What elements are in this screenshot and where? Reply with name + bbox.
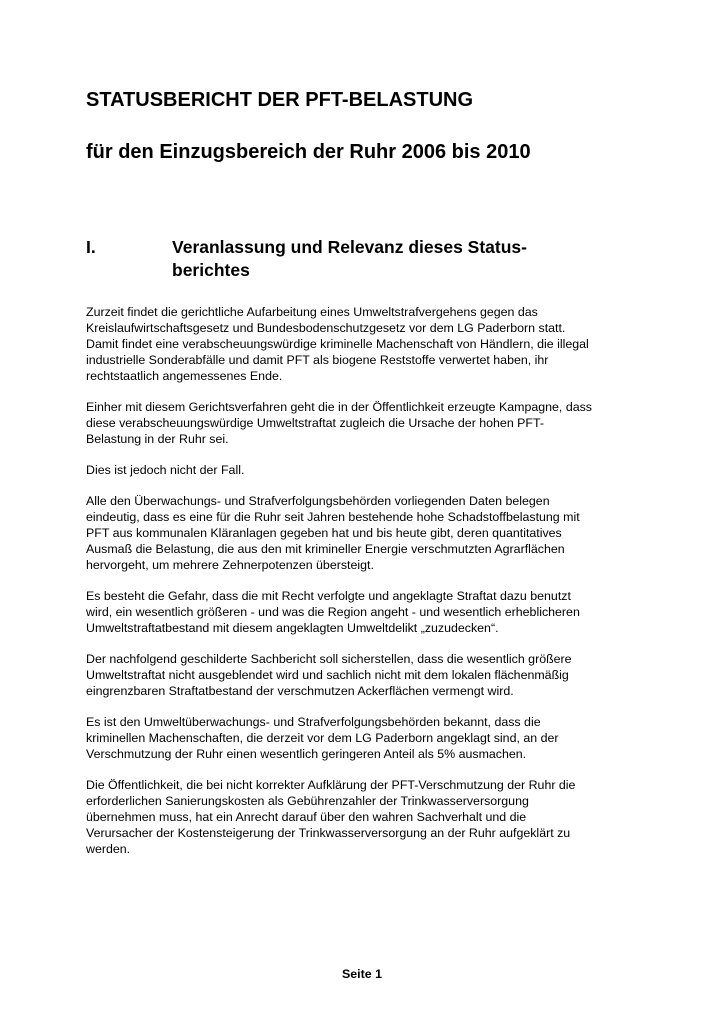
- paragraph-line: Umweltstraftatbestand mit diesem angeklagten Umweltdelikt „zuzudecken“.: [86, 620, 499, 635]
- paragraph: [86, 715, 646, 763]
- paragraph-line: kriminellen Machenschaften, die derzeit vor dem LG Paderborn angeklagt sind, an der: [86, 730, 559, 745]
- paragraph-line: diese verabscheuungswürdige Umweltstraftat zugleich die Ursache der hohen PFT-: [86, 415, 544, 430]
- section-number: I.: [86, 237, 96, 257]
- paragraph-line: Es ist den Umweltüberwachungs- und Strafverfolgungsbehörden bekannt, dass die: [86, 715, 541, 729]
- paragraph-line: Einher mit diesem Gerichtsverfahren geht die in der Öffentlichkeit erzeugte Kampagne, dass: [86, 400, 592, 414]
- paragraph-line: Zurzeit findet die gerichtliche Aufarbeitung eines Umweltstrafvergehens gegen das: [86, 305, 538, 319]
- paragraph-line: Kreislaufwirtschaftsgesetz und Bundesbodenschutzgesetz vor dem LG Paderborn statt.: [86, 320, 566, 335]
- paragraph-line: Dies ist jedoch nicht der Fall.: [86, 463, 245, 477]
- section-title: [172, 236, 592, 282]
- paragraph-line: Es besteht die Gefahr, dass die mit Recht verfolgte und angeklagte Straftat dazu benutzt: [86, 589, 571, 603]
- paragraph-line: hervorgeht, um mehrere Zehnerpotenzen übersteigt.: [86, 557, 374, 572]
- paragraph-line: werden.: [86, 841, 131, 856]
- paragraph: [86, 494, 646, 574]
- paragraph-line: wird, ein wesentlich größeren - und was die Region angeht - und wesentlich erheblicheren: [86, 604, 580, 619]
- page-number: Seite 1: [342, 967, 382, 981]
- paragraph-line: Damit findet eine verabscheuungswürdige kriminelle Machenschaft von Händlern, die illegal: [86, 336, 589, 351]
- paragraph: [86, 463, 646, 479]
- paragraph: [86, 589, 646, 637]
- paragraph: [86, 778, 646, 858]
- paragraph-line: Verursacher der Kostensteigerung der Trinkwasserversorgung an der Ruhr aufgeklärt zu: [86, 825, 571, 840]
- paragraph-line: übernehmen muss, hat ein Anrecht darauf über den wahren Sachverhalt und die: [86, 809, 527, 824]
- paragraph-line: PFT aus kommunalen Kläranlagen gegeben hat und bis heute gibt, deren quantitatives: [86, 525, 562, 540]
- paragraph-line: Der nachfolgend geschilderte Sachbericht soll sicherstellen, dass die wesentlich größere: [86, 652, 572, 666]
- paragraph-line: Verschmutzung der Ruhr einen wesentlich geringeren Anteil als 5% ausmachen.: [86, 746, 527, 761]
- paragraph-line: erforderlichen Sanierungskosten als Gebührenzahler der Trinkwasserversorgung: [86, 793, 529, 808]
- section-title-line: berichtes: [172, 260, 250, 280]
- paragraph-line: rechtstaatlich angemessenes Ende.: [86, 368, 283, 383]
- paragraph-line: eindeutig, dass es eine für die Ruhr seit Jahren bestehende hohe Schadstoffbelastung mit: [86, 509, 580, 524]
- paragraph-line: Ausmaß die Belastung, die aus den mit krimineller Energie verschmutzten Agrarflächen: [86, 541, 565, 556]
- paragraph: [86, 400, 646, 448]
- paragraph-line: Alle den Überwachungs- und Strafverfolgungsbehörden vorliegenden Daten belegen: [86, 494, 550, 508]
- paragraph-line: eingrenzbaren Straftatbestand der verschmutzen Ackerflächen vermengt wird.: [86, 683, 514, 698]
- paragraph: [86, 652, 646, 700]
- paragraph-line: Umweltstraftat nicht ausgeblendet wird und sachlich nicht mit dem lokalen flächenmäßig: [86, 667, 569, 682]
- document-title: STATUSBERICHT DER PFT-BELASTUNG: [86, 89, 474, 111]
- paragraph-line: Die Öffentlichkeit, die bei nicht korrekter Aufklärung der PFT-Verschmutzung der Ruhr die: [86, 778, 576, 792]
- paragraph: [86, 305, 646, 385]
- document-subtitle: für den Einzugsbereich der Ruhr 2006 bis 2010: [86, 141, 531, 163]
- paragraph-line: Belastung in der Ruhr sei.: [86, 431, 229, 446]
- section-title-line: Veranlassung und Relevanz dieses Status-: [172, 237, 527, 257]
- paragraph-line: industrielle Sonderabfälle und damit PFT als biogene Reststoffe verwertet haben, ihr: [86, 352, 549, 367]
